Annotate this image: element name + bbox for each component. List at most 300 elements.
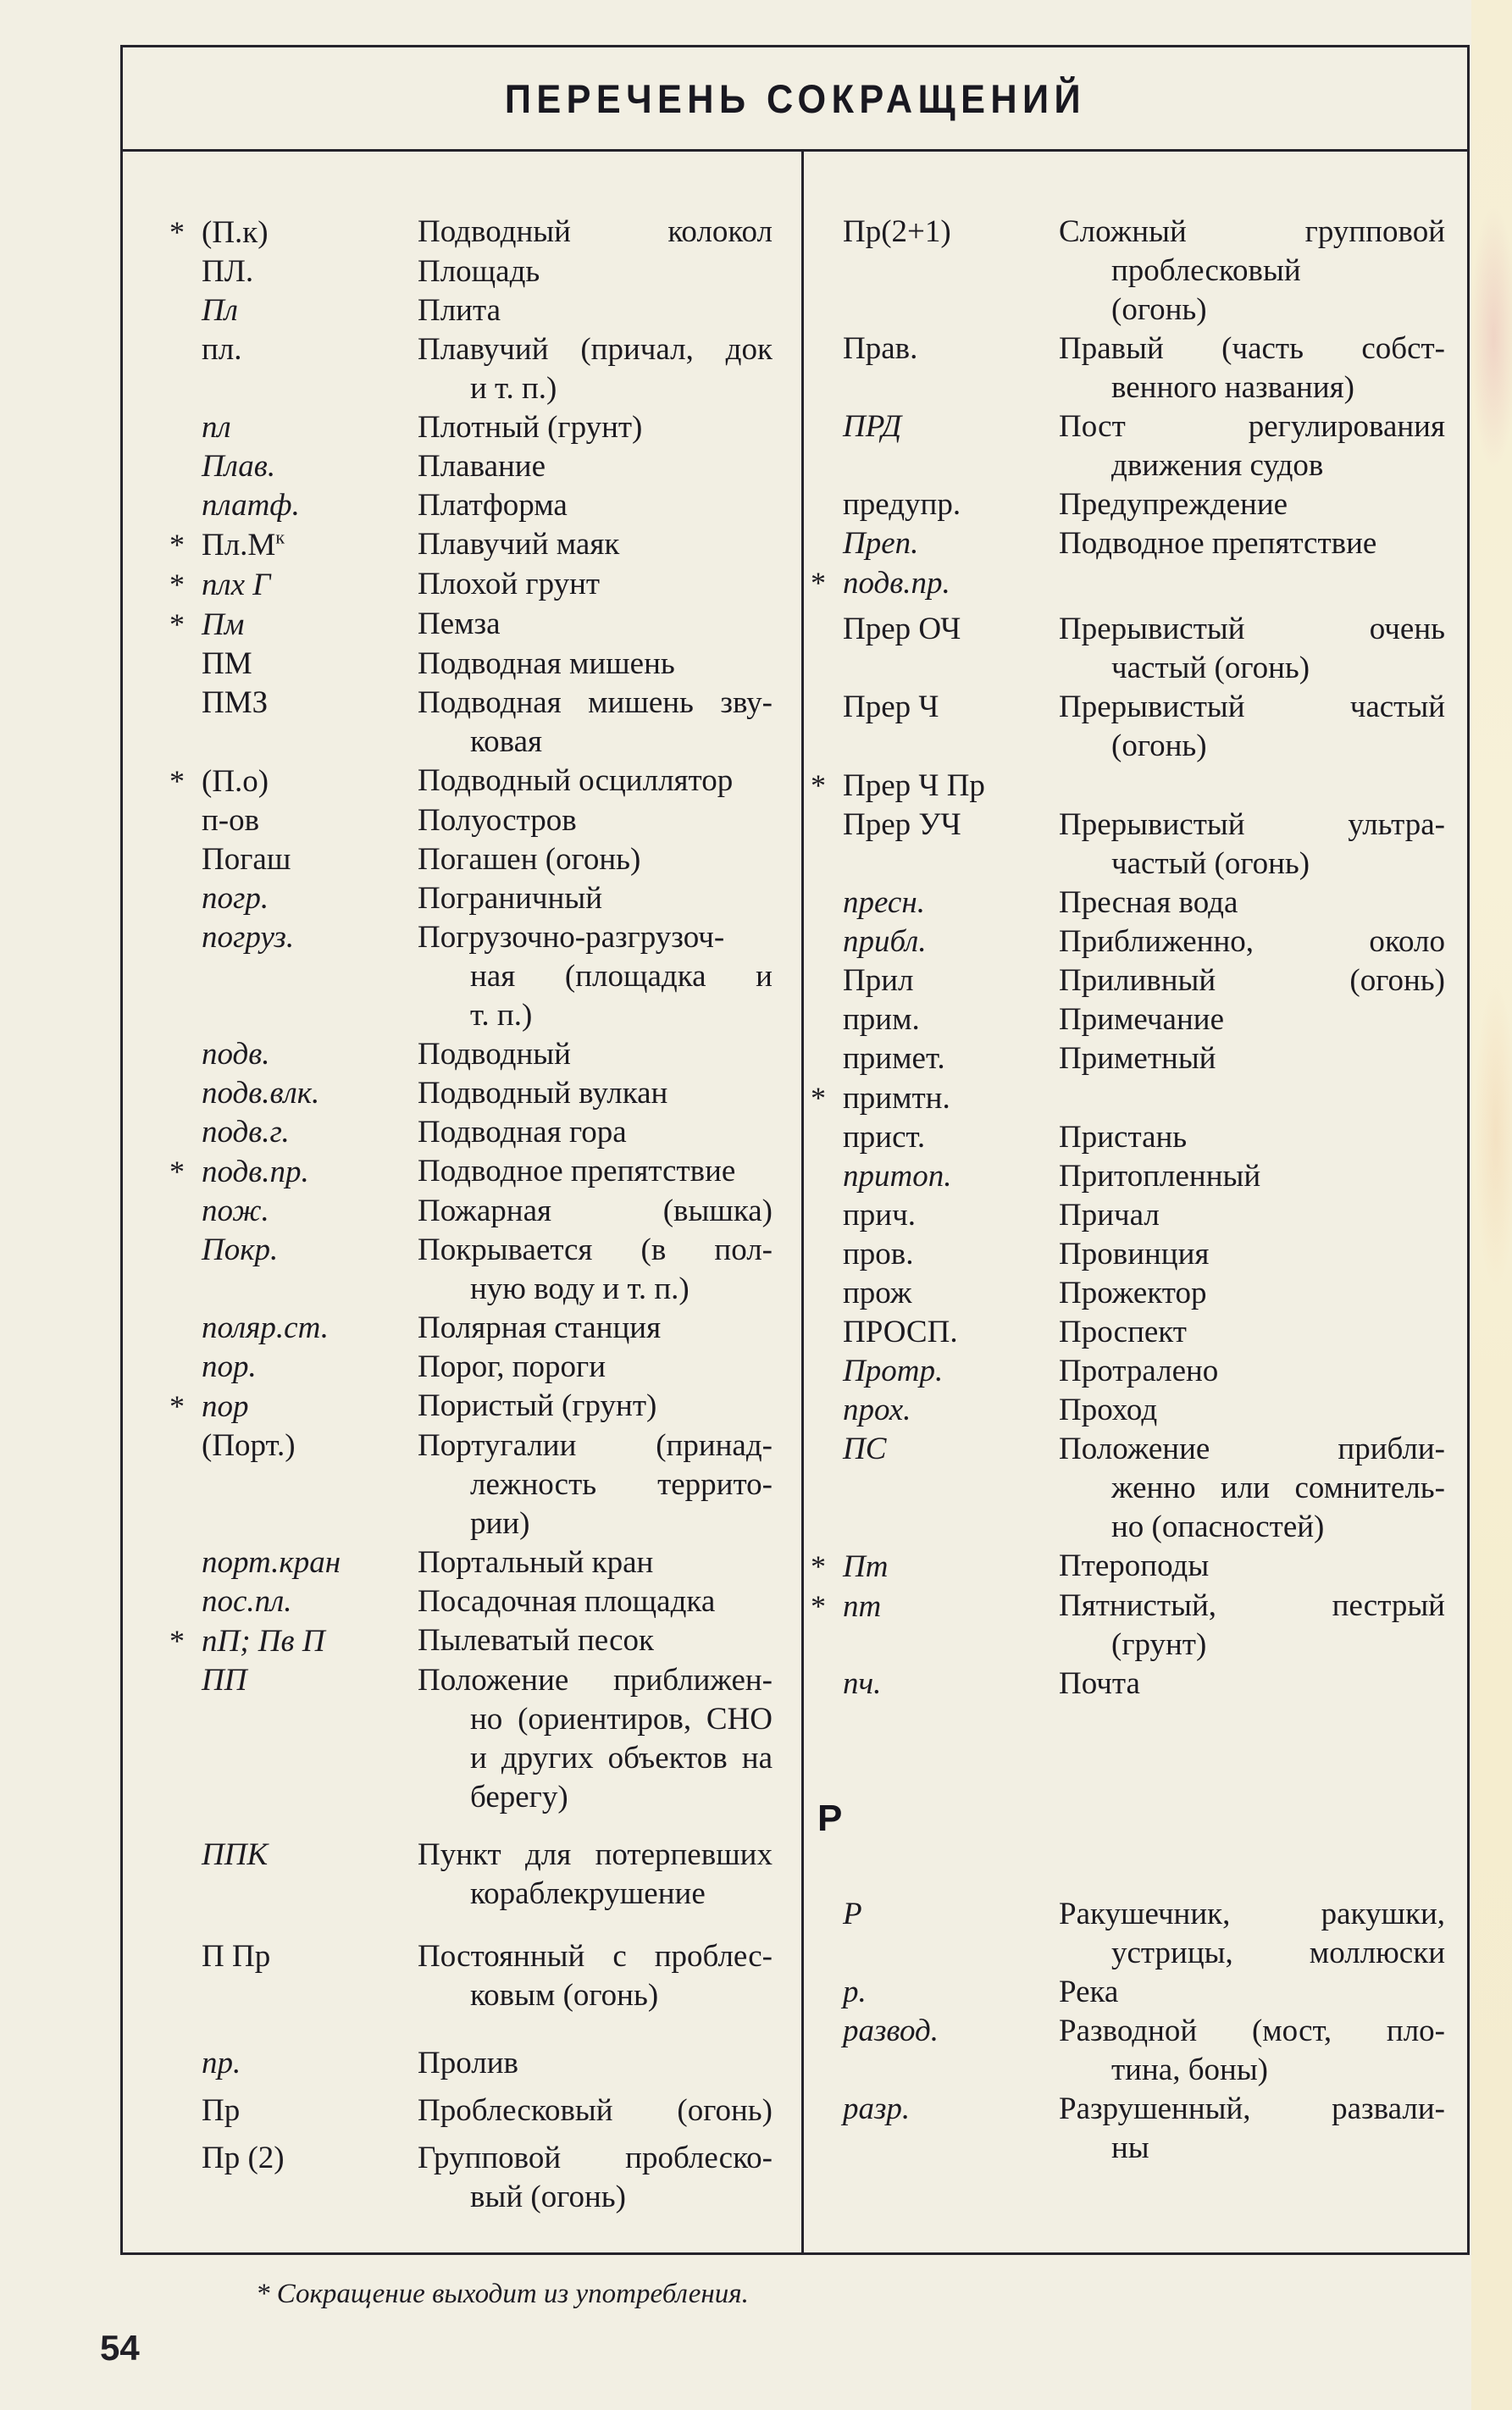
abbreviation-text: погруз. bbox=[202, 920, 295, 955]
abbreviation bbox=[169, 2091, 418, 2130]
definition bbox=[1059, 1430, 1445, 1547]
definition-line: Плавучий (причал, док bbox=[418, 332, 773, 367]
definition bbox=[418, 1348, 773, 1387]
abbreviation-text: плх Г bbox=[202, 568, 271, 602]
definition-line: Подводный вулкан bbox=[418, 1076, 668, 1111]
definition-line: Плавучий маяк bbox=[418, 527, 620, 562]
definition bbox=[1059, 1895, 1445, 1973]
abbreviation-text: р. bbox=[843, 1975, 867, 2009]
definition-line: Пролив bbox=[418, 2046, 518, 2080]
table-row bbox=[169, 2044, 773, 2083]
definition-line: но (опасностей) bbox=[1111, 1510, 1325, 1544]
definition-line: ная (площадка и bbox=[470, 959, 773, 994]
table-row bbox=[169, 447, 773, 486]
abbreviation bbox=[169, 1582, 418, 1621]
abbreviation-table bbox=[120, 45, 1470, 2255]
definition-line: Прерывистый частый bbox=[1059, 690, 1445, 724]
table-header bbox=[123, 47, 1467, 152]
abbreviation-text: поляр.ст. bbox=[202, 1310, 330, 1345]
definition-line: Пристань bbox=[1059, 1120, 1188, 1155]
abbreviation bbox=[811, 961, 1059, 1000]
table-row bbox=[169, 1427, 773, 1543]
definition-line: (огонь) bbox=[1111, 292, 1207, 327]
abbreviation-text: Прил bbox=[843, 963, 914, 998]
table-row bbox=[811, 485, 1445, 524]
definition bbox=[1059, 407, 1445, 485]
obsolete-asterisk: * bbox=[811, 1081, 826, 1115]
definition bbox=[1059, 524, 1445, 563]
abbreviation-text: ПП bbox=[202, 1663, 247, 1698]
definition-line: Подводное препятствие bbox=[1059, 526, 1377, 561]
definition-line: Порог, пороги bbox=[418, 1349, 606, 1384]
definition bbox=[418, 1661, 773, 1817]
table-row bbox=[811, 1587, 1445, 1665]
abbreviation-text: Пр bbox=[202, 2093, 241, 2128]
abbreviation bbox=[169, 330, 418, 369]
abbreviation-text: пП; Пв П bbox=[202, 1624, 325, 1659]
obsolete-asterisk: * bbox=[169, 1624, 185, 1658]
definition-line: частый (огонь) bbox=[1111, 651, 1310, 685]
definition bbox=[1059, 688, 1445, 766]
obsolete-asterisk: * bbox=[811, 1589, 826, 1623]
table-row bbox=[811, 1665, 1445, 1704]
definition-line: но (ориентиров, СНО bbox=[470, 1702, 773, 1737]
obsolete-asterisk: * bbox=[169, 1155, 185, 1188]
definition bbox=[1059, 1665, 1445, 1704]
table-row bbox=[169, 252, 773, 291]
abbreviation bbox=[811, 1157, 1059, 1196]
definition-line: Ракушечник, ракушки, bbox=[1059, 1897, 1445, 1931]
definition-line: Проблесковый (огонь) bbox=[418, 2093, 773, 2128]
definition bbox=[418, 1192, 773, 1231]
abbreviation bbox=[811, 1547, 1059, 1587]
superscript: к bbox=[275, 526, 285, 548]
definition-line: Правый (часть собст- bbox=[1059, 331, 1445, 366]
definition bbox=[1059, 1039, 1445, 1078]
definition bbox=[1059, 1352, 1445, 1391]
abbreviation-text: ПС bbox=[843, 1432, 887, 1466]
table-row bbox=[169, 213, 773, 252]
abbreviation bbox=[811, 213, 1059, 252]
abbreviation-text: Прер ОЧ bbox=[843, 612, 961, 646]
table-row bbox=[169, 879, 773, 918]
abbreviation-text: примтн. bbox=[843, 1081, 950, 1116]
abbreviation-text: подв.пр. bbox=[843, 566, 950, 601]
table-row bbox=[811, 2012, 1445, 2090]
abbreviation-text: ПЛ. bbox=[202, 254, 254, 289]
definition bbox=[418, 840, 773, 879]
abbreviation bbox=[169, 1427, 418, 1465]
definition bbox=[418, 1836, 773, 1914]
abbreviation bbox=[169, 486, 418, 525]
abbreviation bbox=[169, 1113, 418, 1152]
abbreviation-text: пос.пл. bbox=[202, 1584, 292, 1619]
abbreviation bbox=[811, 485, 1059, 524]
table-row bbox=[169, 1621, 773, 1661]
abbreviation-text: погр. bbox=[202, 881, 269, 916]
definition-line: Положение прибли- bbox=[1059, 1432, 1445, 1466]
definition-line: Площадь bbox=[418, 254, 540, 289]
definition-line: Подводный колокол bbox=[418, 214, 773, 249]
page-edge bbox=[1471, 0, 1512, 2410]
definition bbox=[418, 213, 773, 252]
abbreviation-text: притоп. bbox=[843, 1159, 952, 1194]
table-row bbox=[811, 1039, 1445, 1078]
section-header-r: Р bbox=[817, 1798, 843, 1839]
abbreviation bbox=[169, 645, 418, 684]
abbreviation-text: Пл bbox=[202, 293, 238, 328]
definition bbox=[418, 1231, 773, 1309]
abbreviation-text: платф. bbox=[202, 488, 300, 523]
definition-line: Пылеватый песок bbox=[418, 1623, 655, 1658]
abbreviation-text: п-ов bbox=[202, 803, 260, 838]
abbreviation bbox=[169, 801, 418, 840]
abbreviation bbox=[169, 879, 418, 918]
table-row bbox=[811, 213, 1445, 330]
abbreviation bbox=[169, 252, 418, 291]
table-row bbox=[169, 1035, 773, 1074]
table-row bbox=[169, 918, 773, 1035]
definition bbox=[1059, 884, 1445, 922]
abbreviation-text: прож bbox=[843, 1276, 912, 1310]
table-row bbox=[169, 1937, 773, 2015]
abbreviation bbox=[811, 1587, 1059, 1626]
definition bbox=[418, 565, 773, 604]
abbreviation-text: Р bbox=[843, 1897, 862, 1931]
abbreviation bbox=[169, 213, 418, 252]
abbreviation-text: пресн. bbox=[843, 885, 925, 920]
table-row bbox=[169, 1231, 773, 1309]
obsolete-asterisk: * bbox=[811, 1549, 826, 1583]
abbreviation bbox=[169, 1543, 418, 1582]
definition-line: движения судов bbox=[1111, 448, 1324, 483]
abbreviation bbox=[811, 1391, 1059, 1430]
definition bbox=[1059, 213, 1445, 330]
abbreviation-text: пл. bbox=[202, 332, 242, 367]
definition bbox=[418, 1937, 773, 2015]
abbreviation bbox=[169, 1192, 418, 1231]
table-row bbox=[169, 1309, 773, 1348]
definition bbox=[1059, 961, 1445, 1000]
abbreviation bbox=[811, 1973, 1059, 2012]
definition bbox=[418, 879, 773, 918]
definition bbox=[418, 918, 773, 1035]
abbreviation bbox=[169, 918, 418, 957]
definition bbox=[418, 1543, 773, 1582]
abbreviation bbox=[811, 1078, 1059, 1118]
abbreviation bbox=[811, 806, 1059, 845]
table-row bbox=[811, 1196, 1445, 1235]
definition-line: Портальный кран bbox=[418, 1545, 654, 1580]
table-row bbox=[811, 1430, 1445, 1547]
abbreviation-text: П Пр bbox=[202, 1939, 271, 1974]
definition-line: Постоянный с проблес- bbox=[418, 1939, 773, 1974]
definition bbox=[1059, 2090, 1445, 2168]
table-row bbox=[811, 806, 1445, 884]
obsolete-asterisk: * bbox=[169, 764, 185, 798]
definition-line: Примечание bbox=[1059, 1002, 1224, 1037]
definition-line: Покрывается (в пол- bbox=[418, 1233, 773, 1267]
definition bbox=[418, 1427, 773, 1543]
definition-line: ную воду и т. п.) bbox=[470, 1271, 690, 1306]
definition-line: Плита bbox=[418, 293, 501, 328]
abbreviation-text: пож. bbox=[202, 1194, 269, 1228]
abbreviation bbox=[811, 2012, 1059, 2051]
abbreviation bbox=[811, 1430, 1059, 1469]
table-row bbox=[811, 563, 1445, 603]
definition bbox=[1059, 610, 1445, 688]
table-row bbox=[169, 525, 773, 565]
definition-line: Подводная мишень bbox=[418, 646, 675, 681]
definition-line: берегу) bbox=[470, 1780, 568, 1814]
definition bbox=[418, 486, 773, 525]
definition-line: ны bbox=[1111, 2130, 1149, 2165]
definition-line: и т. п.) bbox=[470, 371, 557, 406]
abbreviation-text: (П.к) bbox=[202, 215, 269, 250]
definition-line: Прожектор bbox=[1059, 1276, 1207, 1310]
definition-line: Разводной (мост, пло- bbox=[1059, 2014, 1445, 2048]
definition bbox=[418, 252, 773, 291]
abbreviation bbox=[169, 1621, 418, 1661]
table-row bbox=[811, 407, 1445, 485]
table-row bbox=[169, 801, 773, 840]
abbreviation-text: Прер Ч bbox=[843, 690, 939, 724]
obsolete-asterisk: * bbox=[811, 768, 826, 802]
definition bbox=[1059, 1000, 1445, 1039]
abbreviation-text: Пм bbox=[202, 607, 245, 642]
table-row bbox=[811, 961, 1445, 1000]
abbreviation-text: прибл. bbox=[843, 924, 927, 959]
definition bbox=[418, 762, 773, 801]
definition-line: Притопленный bbox=[1059, 1159, 1261, 1194]
definition-line: венного названия) bbox=[1111, 370, 1354, 405]
table-row bbox=[169, 2091, 773, 2130]
table-row bbox=[811, 1895, 1445, 1973]
definition bbox=[418, 2044, 773, 2083]
abbreviation bbox=[169, 1152, 418, 1192]
abbreviation bbox=[811, 1274, 1059, 1313]
abbreviation-text: прим. bbox=[843, 1002, 920, 1037]
table-row bbox=[169, 291, 773, 330]
abbreviation bbox=[169, 291, 418, 330]
definition bbox=[418, 1309, 773, 1348]
definition-line: Пятнистый, пестрый bbox=[1059, 1588, 1445, 1623]
definition-line: Предупреждение bbox=[1059, 487, 1288, 522]
table-row bbox=[811, 1973, 1445, 2012]
table-row bbox=[811, 1000, 1445, 1039]
abbreviation bbox=[811, 1118, 1059, 1157]
definition-line: Прерывистый ультра- bbox=[1059, 807, 1445, 842]
definition-line: Платформа bbox=[418, 488, 568, 523]
definition bbox=[418, 1387, 773, 1426]
definition bbox=[418, 330, 773, 408]
definition-line: Провинция bbox=[1059, 1237, 1210, 1271]
definition bbox=[1059, 1973, 1445, 2012]
definition-line: Пограничный bbox=[418, 881, 602, 916]
abbreviation-text: подв. bbox=[202, 1037, 270, 1072]
obsolete-asterisk: * bbox=[169, 607, 185, 641]
abbreviation-text: Пт bbox=[843, 1549, 889, 1584]
definition-line: проблесковый bbox=[1111, 253, 1301, 288]
definition-line: Пункт для потерпевших bbox=[418, 1837, 773, 1872]
definition-line: Пемза bbox=[418, 607, 501, 641]
table-row bbox=[811, 688, 1445, 766]
table-row bbox=[169, 645, 773, 684]
table-row bbox=[811, 1157, 1445, 1196]
definition bbox=[1059, 485, 1445, 524]
definition-line: Река bbox=[1059, 1975, 1119, 2009]
abbreviation bbox=[811, 524, 1059, 563]
table-row bbox=[169, 840, 773, 879]
table-row bbox=[811, 330, 1445, 407]
definition bbox=[1059, 1235, 1445, 1274]
abbreviation bbox=[811, 1313, 1059, 1352]
definition-line: Разрушенный, развали- bbox=[1059, 2091, 1445, 2126]
abbreviation-text: прич. bbox=[843, 1198, 916, 1233]
abbreviation bbox=[169, 565, 418, 605]
definition-line: Положение приближен- bbox=[418, 1663, 773, 1698]
definition-line: ковая bbox=[470, 724, 543, 759]
abbreviation-text: подв.пр. bbox=[202, 1155, 309, 1189]
abbreviation bbox=[169, 525, 418, 565]
page-number: 54 bbox=[100, 2328, 140, 2368]
abbreviation bbox=[811, 563, 1059, 603]
abbreviation-text: ППК bbox=[202, 1837, 269, 1872]
definition-line: Приближенно, около bbox=[1059, 924, 1445, 959]
abbreviation bbox=[811, 1196, 1059, 1235]
definition-line: ковым (огонь) bbox=[470, 1978, 659, 2013]
left-column bbox=[123, 152, 801, 2252]
table-row bbox=[811, 1118, 1445, 1157]
abbreviation-text: Прав. bbox=[843, 331, 918, 366]
definition-line: Подводная мишень зву- bbox=[418, 685, 773, 720]
table-row bbox=[811, 1313, 1445, 1352]
table-row bbox=[811, 524, 1445, 563]
table-body bbox=[123, 152, 1467, 2252]
definition-line: Протралено bbox=[1059, 1354, 1219, 1388]
obsolete-asterisk: * bbox=[169, 1389, 185, 1423]
abbreviation-text: пт bbox=[843, 1589, 882, 1624]
abbreviation-text: Преп. bbox=[843, 526, 919, 561]
abbreviation bbox=[169, 1309, 418, 1348]
abbreviation-text: пл bbox=[202, 410, 231, 445]
abbreviation-text: Прер Ч Пр bbox=[843, 768, 985, 803]
definition-line: Погашен (огонь) bbox=[418, 842, 641, 877]
footnote: * Сокращение выходит из употребления. bbox=[256, 2279, 749, 2309]
definition-line: Плавание bbox=[418, 449, 546, 484]
abbreviation bbox=[169, 762, 418, 801]
definition-line: Групповой проблеско- bbox=[418, 2141, 773, 2175]
table-row bbox=[169, 605, 773, 645]
definition bbox=[418, 1582, 773, 1621]
abbreviation-text: предупр. bbox=[843, 487, 961, 522]
table-row bbox=[811, 1391, 1445, 1430]
abbreviation bbox=[811, 1039, 1059, 1078]
abbreviation-text: ПРОСП. bbox=[843, 1315, 958, 1349]
definition-line: Полярная станция bbox=[418, 1310, 662, 1345]
abbreviation-text: подв.г. bbox=[202, 1115, 290, 1150]
table-row bbox=[169, 762, 773, 801]
definition-line: тина, боны) bbox=[1111, 2053, 1268, 2087]
abbreviation bbox=[169, 2044, 418, 2083]
abbreviation-text: ПМ bbox=[202, 646, 252, 681]
definition bbox=[418, 408, 773, 447]
abbreviation bbox=[811, 1235, 1059, 1274]
table-row bbox=[811, 1235, 1445, 1274]
abbreviation-text: прох. bbox=[843, 1393, 911, 1427]
definition-line: устрицы, моллюски bbox=[1111, 1936, 1445, 1970]
table-row bbox=[169, 2139, 773, 2217]
abbreviation-text: пр. bbox=[202, 2046, 241, 2080]
obsolete-asterisk: * bbox=[169, 215, 185, 249]
abbreviation bbox=[811, 766, 1059, 806]
definition-line: Погрузочно-разгрузоч- bbox=[418, 920, 725, 955]
definition bbox=[418, 2139, 773, 2217]
definition bbox=[1059, 1547, 1445, 1586]
abbreviation bbox=[169, 1348, 418, 1387]
definition-line: Пожарная (вышка) bbox=[418, 1194, 773, 1228]
definition-line: Почта bbox=[1059, 1666, 1140, 1701]
abbreviation bbox=[811, 688, 1059, 727]
definition-line: Проход bbox=[1059, 1393, 1158, 1427]
definition-line: Сложный групповой bbox=[1059, 214, 1445, 249]
definition-line: вый (огонь) bbox=[470, 2180, 626, 2214]
table-row bbox=[169, 1582, 773, 1621]
abbreviation-text: разр. bbox=[843, 2091, 911, 2126]
definition bbox=[1059, 922, 1445, 961]
abbreviation-text: ПРД bbox=[843, 409, 902, 444]
abbreviation-text: Покр. bbox=[202, 1233, 279, 1267]
definition bbox=[1059, 2012, 1445, 2090]
abbreviation-text: Пр (2) bbox=[202, 2141, 285, 2175]
abbreviation-text: Плав. bbox=[202, 449, 276, 484]
definition bbox=[1059, 1391, 1445, 1430]
abbreviation bbox=[169, 1387, 418, 1427]
abbreviation-text: порт.кран bbox=[202, 1545, 341, 1580]
table-row bbox=[169, 1836, 773, 1914]
abbreviation-text: пор bbox=[202, 1389, 249, 1424]
abbreviation bbox=[169, 1661, 418, 1700]
right-column bbox=[801, 152, 1467, 2252]
table-row bbox=[811, 884, 1445, 922]
definition-line: (огонь) bbox=[1111, 729, 1207, 763]
abbreviation bbox=[811, 330, 1059, 368]
table-row bbox=[169, 1661, 773, 1817]
abbreviation bbox=[169, 1836, 418, 1875]
abbreviation-text: Пр(2+1) bbox=[843, 214, 951, 249]
definition-line: Полуостров bbox=[418, 803, 577, 838]
definition-line: Плотный (грунт) bbox=[418, 410, 643, 445]
definition bbox=[1059, 806, 1445, 884]
abbreviation-text: подв.влк. bbox=[202, 1076, 320, 1111]
abbreviation bbox=[169, 605, 418, 645]
definition-line: Приметный bbox=[1059, 1041, 1216, 1076]
abbreviation-text: развод. bbox=[843, 2014, 939, 2048]
table-row bbox=[811, 922, 1445, 961]
definition bbox=[418, 605, 773, 644]
definition-line: Подводный bbox=[418, 1037, 571, 1072]
definition bbox=[418, 291, 773, 330]
table-row bbox=[169, 1113, 773, 1152]
definition-line: Приливный (огонь) bbox=[1059, 963, 1445, 998]
table-row bbox=[811, 610, 1445, 688]
abbreviation bbox=[811, 1895, 1059, 1934]
definition-line: Прерывистый очень bbox=[1059, 612, 1445, 646]
definition bbox=[418, 645, 773, 684]
abbreviation bbox=[169, 1937, 418, 1976]
abbreviation bbox=[169, 2139, 418, 2178]
abbreviation-text: ПМЗ bbox=[202, 685, 269, 720]
